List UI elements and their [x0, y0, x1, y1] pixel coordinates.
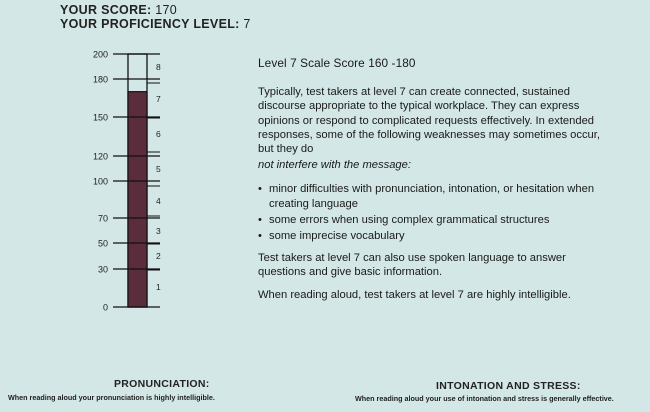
pronunciation-title: PRONUNCIATION:	[114, 378, 210, 390]
score-tick-label: 50	[97, 238, 108, 249]
score-tick-label: 200	[92, 49, 108, 60]
score-tick-label: 120	[92, 151, 108, 162]
level-label: YOUR PROFICIENCY LEVEL:	[60, 17, 240, 31]
score-tick-label: 0	[102, 302, 108, 313]
score-tick-label: 100	[92, 176, 108, 187]
list-item: • some imprecise vocabulary	[258, 229, 608, 243]
weakness-list	[258, 182, 608, 243]
list-item: • minor difficulties with pronunciation, intonation, or hesitation when creating language	[258, 182, 608, 210]
level-label: 8	[156, 62, 161, 72]
intonation-text: When reading aloud your use of intonation and stress is generally effective.	[355, 394, 614, 403]
intonation-title: INTONATION AND STRESS:	[436, 380, 581, 392]
level-paragraph-2: Test takers at level 7 can also use spoken language to answer questions and give basic information.	[258, 252, 566, 279]
level-label: 6	[156, 129, 161, 139]
score-bar	[128, 92, 147, 307]
score-scale	[0, 0, 220, 330]
level-description-panel	[258, 56, 608, 310]
list-item: • some errors when using complex grammatical structures	[258, 213, 608, 227]
score-label: YOUR SCORE:	[60, 3, 152, 17]
score-scale-graphic	[0, 0, 220, 330]
level-label: 1	[156, 282, 161, 292]
level-intro-emphasis: not interfere with the message:	[258, 159, 411, 172]
level-label: 2	[156, 251, 161, 261]
score-value: 170	[155, 3, 178, 17]
score-tick-label: 150	[92, 112, 108, 123]
level-paragraph-3: When reading aloud, test takers at level 7 are highly intelligible.	[258, 288, 571, 301]
level-label: 5	[156, 164, 161, 174]
level-value: 7	[243, 17, 251, 31]
level-intro: Typically, test takers at level 7 can create connected, sustained discourse appropriate to the typical workplace. They can express opinions or respond to complicated requests effectively. In extended responses, some of the following weaknesses may sometimes occur, but they do	[258, 86, 600, 156]
level-label: 7	[156, 94, 161, 104]
score-tick-label: 30	[97, 264, 108, 275]
level-label: 3	[156, 226, 161, 236]
score-tick-label: 180	[92, 74, 108, 85]
pronunciation-text: When reading aloud your pronunciation is highly intelligible.	[8, 393, 215, 402]
score-tick-label: 70	[97, 213, 108, 224]
level-label: 4	[156, 196, 161, 206]
level-title: Level 7 Scale Score 160 -180	[258, 56, 416, 70]
